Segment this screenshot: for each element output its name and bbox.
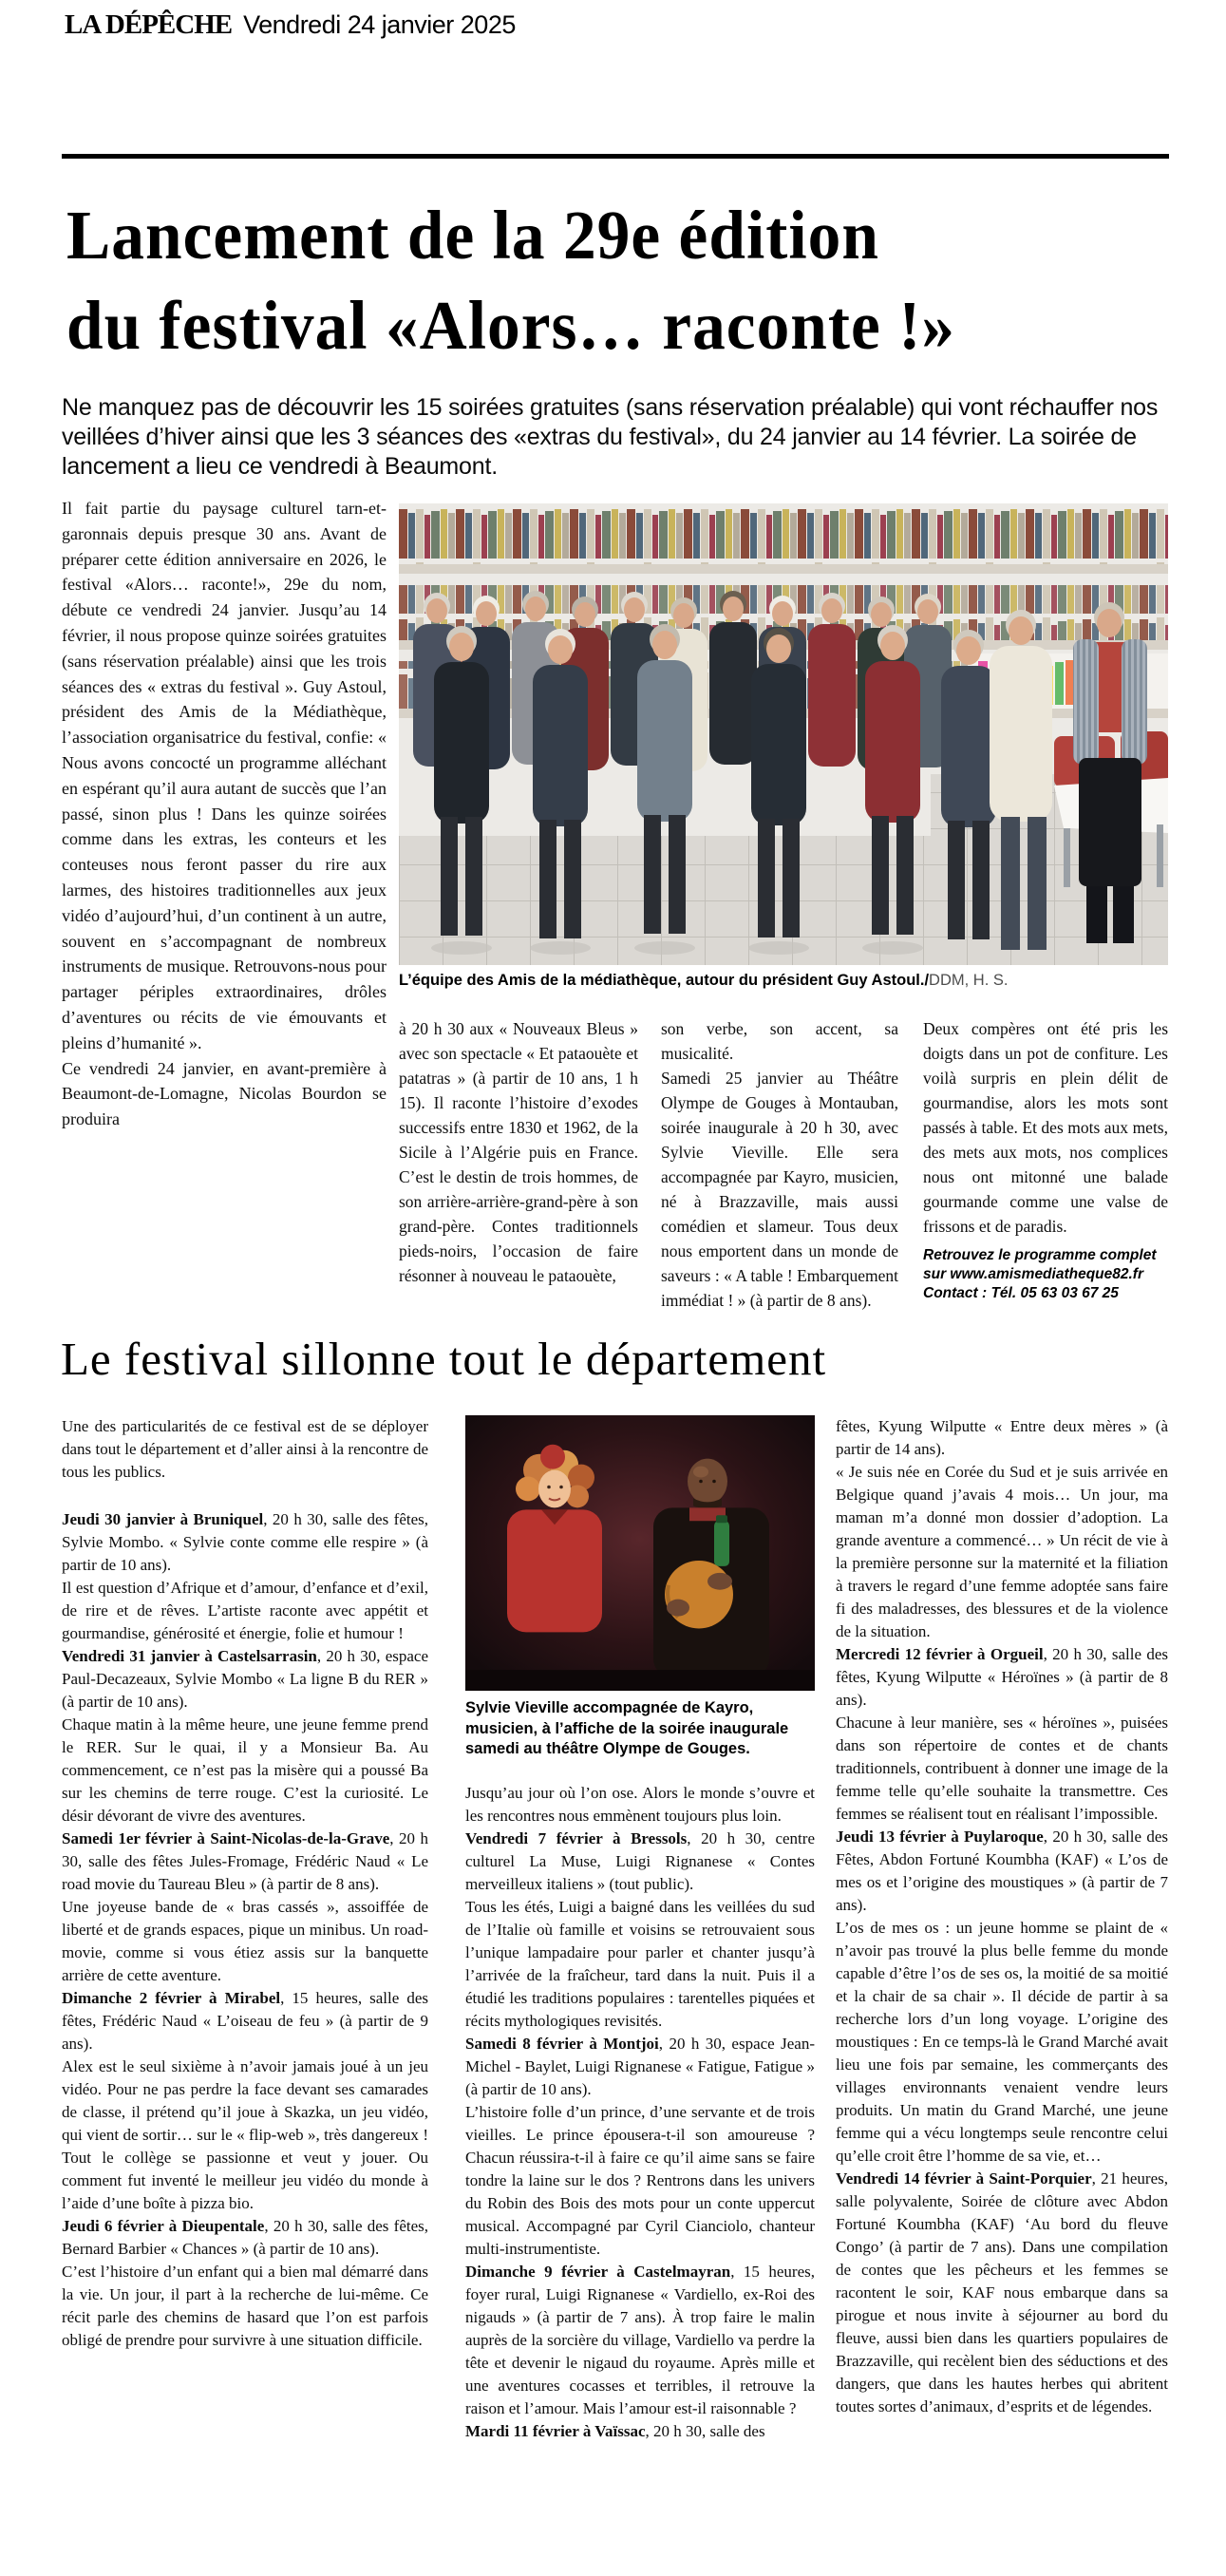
article1-column-1 (62, 496, 387, 1132)
event-paragraph: Jeudi 13 février à Puylaroque, 20 h 30, salle des Fêtes, Abdon Fortuné Koumbha (KAF) « L’os de mes os et l’origine des moustiques » (à partir de 7 ans). (836, 1828, 1168, 1914)
event-paragraph: Il est question d’Afrique et d’amour, d’enfance et d’exil, de rire et de rêves. L’artiste raconte avec appétit et gourmandise, générosité et énergie, folie et humour ! (62, 1579, 428, 1642)
group-photo-caption (399, 971, 1170, 991)
article2-column-2 (465, 1782, 815, 2443)
headline-rule (62, 154, 1169, 159)
event-lead: Samedi 8 février à Montjoi (465, 2035, 659, 2053)
group-photo (399, 503, 1168, 965)
body-paragraph: son verbe, son accent, sa musicalité. (661, 1019, 898, 1063)
event-paragraph: Mardi 11 février à Vaïssac, 20 h 30, salle des (465, 2422, 765, 2440)
event-paragraph: Dimanche 9 février à Castelmayran, 15 heures, foyer rural, Luigi Rignanese « Vardiello, ex-Roi des nigauds » (à partir de 7 ans). À trop faire le malin auprès de la sorcière du village, Vardiello va perdre la tête et devenir le nigaud du royaume. Après mille et une aventures cocasses et terribles, il retrouve la raison et l’amour. Mais l’amour est-il raisonnable ? (465, 2263, 815, 2417)
event-paragraph: L’os de mes os : un jeune homme se plaint de « n’avoir pas trouvé la plus belle femme du monde capable d’être l’os de ses os, la moitié de sa moitié et la chair de sa chair ». Il décide de partir à sa recherche lors d’un long voyage. L’origine des moustiques : En ce temps-là le Grand Marché avait lieu une fois par semaine, les commerçants des villages environnants venaient vendre leurs produits. Un matin du Grand Marché, une jeune femme qui a vécu longtemps seule rencontre celui qu’elle croit être l’homme de sa vie, et… (836, 1919, 1168, 2165)
article1-column-2 (399, 1016, 638, 1288)
article2-headline: Le festival sillonne tout le département (61, 1333, 827, 1385)
event-lead: Samedi 1er février à Saint-Nicolas-de-la-Grave (62, 1829, 390, 1847)
article2-intro: Une des particularités de ce festival est de se déployer dans tout le département et d’aller ainsi à la rencontre de tous les publics. (62, 1417, 428, 1481)
event-paragraph: Dimanche 2 février à Mirabel, 15 heures, salle des fêtes, Frédéric Naud « L’oiseau de feu » (à partir de 9 ans). (62, 1989, 428, 2053)
article1-lede: Ne manquez pas de découvrir les 15 soirées gratuites (sans réservation préalable) qui vont réchauffer nos veillées d’hiver ainsi que les 3 séances des «extras du festival», du 24 janvier au 14 février. La soirée de lancement a lieu ce vendredi à Beaumont. (62, 394, 1159, 480)
stage-photo (465, 1415, 815, 1691)
program-contact-line: Contact : Tél. 05 63 03 67 25 (923, 1285, 1119, 1301)
event-paragraph: Jeudi 30 janvier à Bruniquel, 20 h 30, salle des fêtes, Sylvie Mombo. « Sylvie conte comme elle respire » (à partir de 10 ans). (62, 1510, 428, 1574)
masthead (65, 9, 516, 41)
body-paragraph: Il fait partie du paysage culturel tarn-et-garonnais depuis presque 30 ans. Avant de préparer cette édition anniversaire en 2026, le festival «Alors… raconte!», 29e du nom, débute ce vendredi 24 janvier. Jusqu’au 14 février, il nous propose quinze soirées gratuites (sans réservation préalable) ainsi que les trois séances des « extras du festival ». Guy Astoul, président des Amis de la Médiathèque, l’association organisatrice du festival, confie: « Nous avons concocté un programme alléchant en espérant qu’il aura autant de succès que l’an passé, sinon plus ! Dans les quinze soirées comme dans les extras, les conteurs et les conteuses nous feront passer du rire aux larmes, des histoires traditionnelles aux jeux vidéo d’aujourd’hui, d’un continent à un autre, souvent en s’accompagnant de nombreux instruments de musique. Retrouvons-nous pour partager périples extraordinaires, drôles d’aventures ou récits de vie émouvants et pleins d’humanité ». (62, 499, 387, 1052)
event-lead: Dimanche 2 février à Mirabel (62, 1989, 281, 2007)
event-paragraph: Vendredi 31 janvier à Castelsarrasin, 20 h 30, espace Paul-Decazeaux, Sylvie Mombo « La ligne B du RER » (à partir de 10 ans). (62, 1647, 428, 1711)
event-paragraph: C’est l’histoire d’un enfant qui a bien mal démarré dans la vie. Un jour, il part à la recherche de lui-même. Ce récit parle des chemins de hasard que l’on est parfois obligé de prendre pour survivre à une situation difficile. (62, 2263, 428, 2349)
event-lead: Vendredi 7 février à Bressols (465, 1829, 688, 1847)
event-paragraph: Jeudi 6 février à Dieupentale, 20 h 30, salle des fêtes, Bernard Barbier « Chances » (à partir de 10 ans). (62, 2217, 428, 2258)
body-paragraph: Ce vendredi 24 janvier, en avant-première à Beaumont-de-Lomagne, Nicolas Bourdon se produira (62, 1058, 387, 1129)
article1-column-3 (661, 1016, 898, 1313)
event-paragraph: Mercredi 12 février à Orgueil, 20 h 30, salle des fêtes, Kyung Wilputte « Héroïnes » (à partir de 8 ans). (836, 1645, 1168, 1709)
stage-photo-caption: Sylvie Vieville accompagnée de Kayro, musicien, à l’affiche de la soirée inaugurale samedi au théâtre Olympe de Gouges. (465, 1699, 789, 1757)
event-lead: Jeudi 6 février à Dieupentale (62, 2217, 265, 2235)
article2-column-3 (836, 1415, 1168, 2418)
program-note (923, 1246, 1168, 1303)
article2-column-1-events (62, 1508, 428, 2352)
newspaper-logo: LA DÉPÊCHE (65, 9, 233, 40)
body-paragraph: Deux compères ont été pris les doigts dans un pot de confiture. Les voilà surpris en plein délit de gourmandise, alors les mots sont passés à table. Et des mots aux mets, des mets aux mots, nos complices nous ont mitonné une balade gourmande comme une valse de frissons et de paradis. (923, 1019, 1168, 1236)
event-paragraph: Vendredi 7 février à Bressols, 20 h 30, centre culturel La Muse, Luigi Rignanese « Contes merveilleux italiens » (tout public). (465, 1829, 815, 1893)
article1-headline-line2: du festival «Alors… raconte !» (66, 285, 956, 364)
event-paragraph: L’histoire folle d’un prince, d’une servante et de trois vieilles. Le prince épousera-t-il son amoureuse ? Chacun réussira-t-il à faire ce qu’il aime sans se faire tondre la laine sur le dos ? Rentrons dans les univers du Robin des Bois des mots pour un conte uppercut musical. Accompagné par Cyril Cianciolo, chanteur multi-instrumentiste. (465, 2103, 815, 2258)
event-lead: Mardi 11 février à Vaïssac (465, 2422, 646, 2440)
article1-headline (66, 190, 1187, 370)
event-paragraph: Samedi 1er février à Saint-Nicolas-de-la-Grave, 20 h 30, salle des fêtes Jules-Fromage, Frédéric Naud « Le road movie du Taureau Bleu » (à partir de 8 ans). (62, 1829, 428, 1893)
body-paragraph: à 20 h 30 aux « Nouveaux Bleus » avec son spectacle « Et pataouète et patatras » (à partir de 10 ans, 1 h 15). Il raconte l’histoire d’exodes successifs entre 1830 et 1962, de la Sicile à l’Algérie puis en France. C’est le destin de trois hommes, de son arrière-arrière-grand-père à son grand-père. Contes traditionnels pieds-noirs, l’occasion de faire résonner à nouveau le pataouète, (399, 1019, 638, 1285)
event-lead: Jeudi 13 février à Puylaroque (836, 1828, 1044, 1846)
event-paragraph: « Je suis née en Corée du Sud et je suis arrivée en Belgique quand j’avais 4 mois… Un jour, ma maman m’a donné mon dossier d’adoption. La grande aventure a commencé… » Un récit de vie à la première personne sur la maternité et la filiation à travers le regard d’une femme adoptée sans faire fi des maladresses, des blessures et de la violence de la situation. (836, 1463, 1168, 1640)
event-lead: Mercredi 12 février à Orgueil (836, 1645, 1044, 1663)
article1-column-4-text (923, 1016, 1168, 1239)
photo-credit: DDM, H. S. (929, 972, 1009, 989)
event-paragraph: Une joyeuse bande de « bras cassés », assoiffée de liberté et de grands espaces, pique un minibus. Un road-movie, comme si vous étiez assis sur la banquette arrière de cette aventure. (62, 1898, 428, 1984)
event-lead: Vendredi 31 janvier à Castelsarrasin (62, 1647, 317, 1665)
event-lead: Dimanche 9 février à Castelmayran (465, 2263, 731, 2281)
event-paragraph: fêtes, Kyung Wilputte « Entre deux mères » (à partir de 14 ans). (836, 1417, 1168, 1458)
event-paragraph: Vendredi 14 février à Saint-Porquier, 21 heures, salle polyvalente, Soirée de clôture avec Abdon Fortuné Koumbha (KAF) ‘Au bord du fleuve Congo’ (à partir de 7 ans). Dans une compilation de contes que les pêcheurs et les femmes se racontent le soir, KAF nous embarque dans sa pirogue et nous invite à séjourner au bord du fleuve, aussi bien dans les quartiers populaires de Brazzaville, qui recèlent bien des séductions et des dangers, que dans les hautes herbes qui abritent toutes sortes d’animaux, d’esprits et de légendes. (836, 2169, 1168, 2415)
event-paragraph: Tous les étés, Luigi a baigné dans les veillées du sud de l’Italie où famille et voisins se retrouvaient sous l’unique lampadaire pour parler et chanter jusqu’à l’arrivée de la fraîcheur, tard dans la nuit. Puis il a étudié les traditions populaires : tarentelles piquées et récits mythologiques revisités. (465, 1898, 815, 2030)
event-paragraph: Chaque matin à la même heure, une jeune femme prend le RER. Sur le quai, il y a Monsieur Ba. Au commencement, ce n’est pas la misère qui a poussé Ba sur les chemins de terre rouge. C’est la curiosité. Le désir dévorant de vivre des aventures. (62, 1715, 428, 1825)
event-lead: Vendredi 14 février à Saint-Porquier (836, 2169, 1092, 2188)
article1-column-4 (923, 1016, 1168, 1303)
article1-headline-line1: Lancement de la 29e édition (66, 195, 879, 274)
body-paragraph: Samedi 25 janvier au Théâtre Olympe de Gouges à Montauban, soirée inaugurale à 20 h 30, avec Sylvie Vieville. Elle sera accompagnée par Kayro, musicien, né à Brazzaville, mais aussi comédien et slameur. Tous deux nous emportent dans un monde de saveurs : « A table ! Embarquement immédiat ! » (à partir de 8 ans). (661, 1069, 898, 1310)
program-note-line: Retrouvez le programme complet sur www.amismediatheque82.fr (923, 1247, 1157, 1282)
caption-text: L’équipe des Amis de la médiathèque, autour du président Guy Astoul./ (399, 972, 930, 989)
event-paragraph: Alex est le seul sixième à n’avoir jamais joué à un jeu vidéo. Pour ne pas perdre la face devant ses camarades de classe, il prétend qu’il joue à Skazka, un jeu vidéo, qui vient de sortir… sur le « flip-web », très dangereux ! Tout le collège se passionne et veut y jouer. Ou comment fut inventé le meilleur jeu vidéo du monde à l’aide d’une boîte à pizza bio. (62, 2057, 428, 2212)
edition-date: Vendredi 24 janvier 2025 (243, 10, 516, 39)
event-paragraph: Jusqu’au jour où l’on ose. Alors le monde s’ouvre et les rencontres nous emmènent toujours plus loin. (465, 1784, 815, 1825)
event-lead: Jeudi 30 janvier à Bruniquel (62, 1510, 264, 1528)
event-paragraph: Chacune à leur manière, ses « héroïnes », puisées dans son répertoire de contes et de chants traditionnels, contribuent à donner une image de la femme telle qu’elle souhaite la transmettre. Ces femmes se réalisent tout en réalisant l’impossible. (836, 1714, 1168, 1823)
article2-column-1 (62, 1415, 428, 2352)
event-paragraph: Samedi 8 février à Montjoi, 20 h 30, espace Jean-Michel - Baylet, Luigi Rignanese « Fatigue, Fatigue » (à partir de 10 ans). (465, 2035, 815, 2098)
